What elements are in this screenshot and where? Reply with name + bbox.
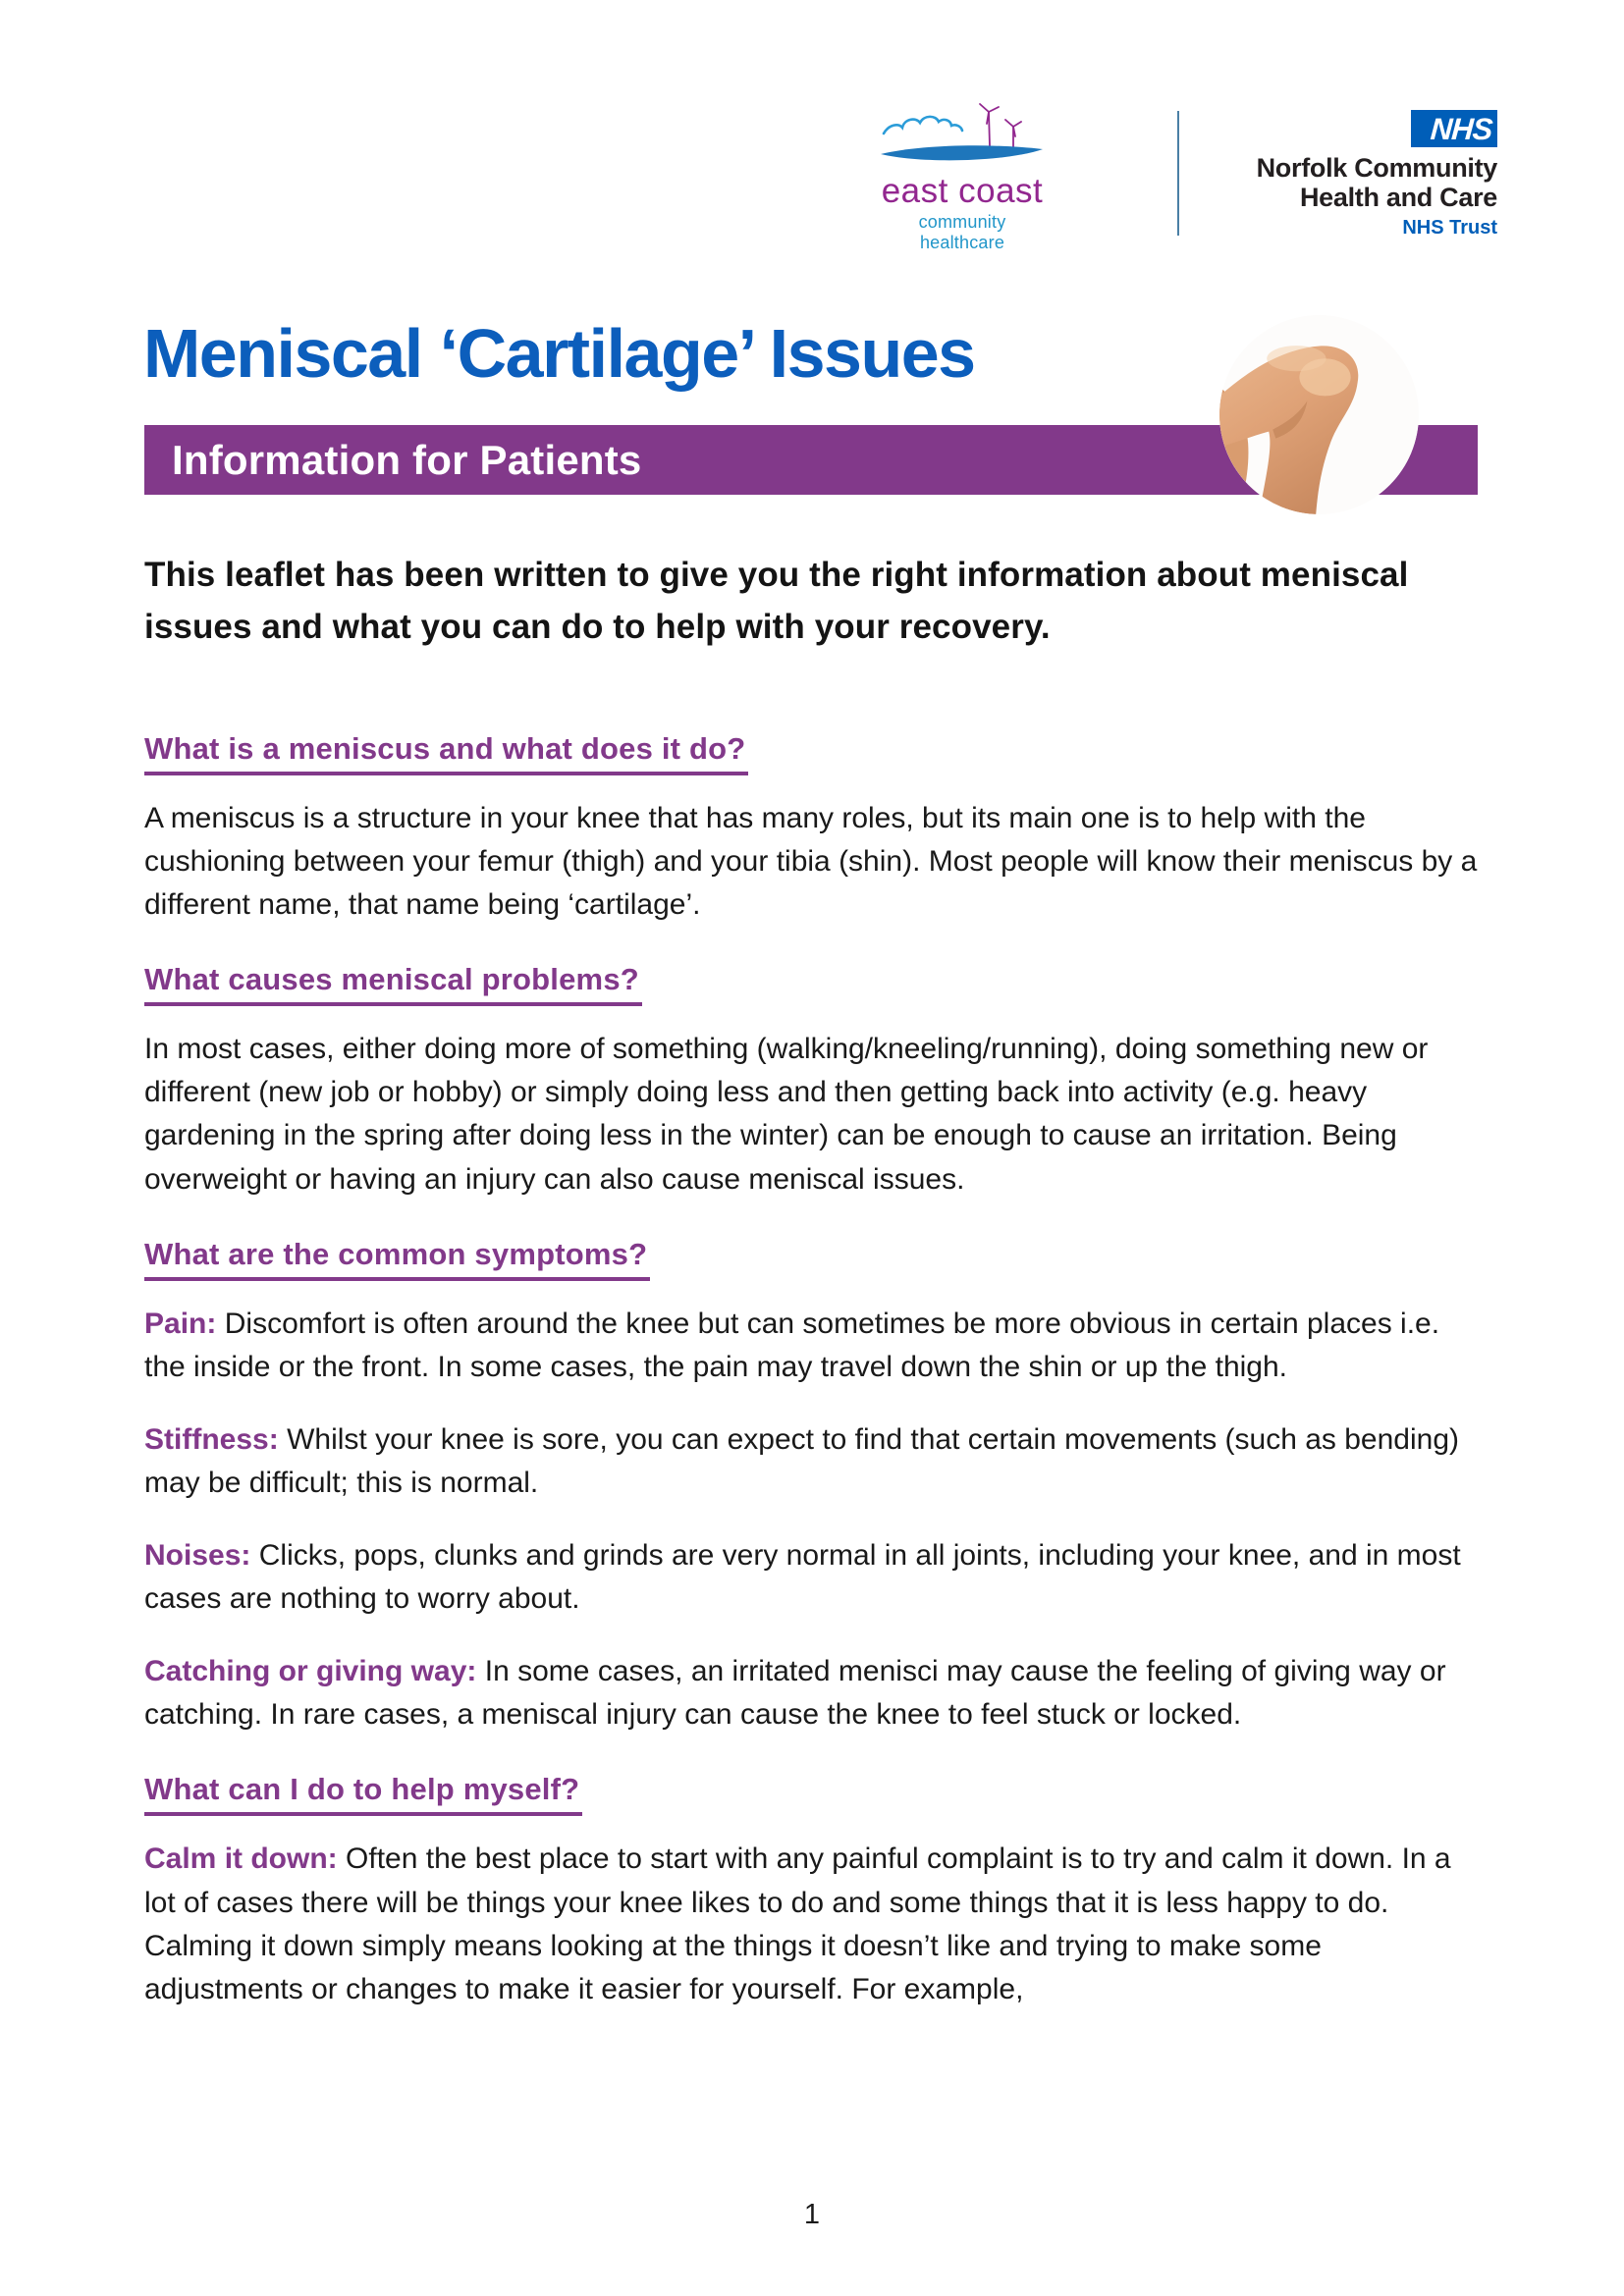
paragraph-text: Clicks, pops, clunks and grinds are very normal in all joints, including your knee, and in most cases are nothing to worry about. — [144, 1539, 1461, 1616]
east-coast-logo-name: east coast — [881, 172, 1044, 210]
paragraph-text: A meniscus is a structure in your knee that has many roles, but its main one is to help with the cushioning between your femur (thigh) and your tibia (shin). Most people will know their meniscus by a different name, that name being ‘cartilage’. — [144, 802, 1478, 922]
section-heading: What can I do to help myself? — [144, 1772, 582, 1816]
paragraph-text: Whilst your knee is sore, you can expect to find that certain movements (such as bending) may be difficult; this is normal. — [144, 1422, 1459, 1499]
intro-text: This leaflet has been written to give you the right information about meniscal issues and what you can do to help with your recovery. — [144, 556, 1409, 646]
paragraph-label: Stiffness: — [144, 1422, 279, 1456]
nhs-org-line2: Health and Care — [1299, 182, 1497, 212]
cloud-wind-turbines-wave-icon — [878, 102, 1047, 175]
paragraph-text: In some cases, an irritated menisci may cause the feeling of giving way or catching. In rare cases, a meniscal injury can cause the knee to feel stuck or locked. — [144, 1655, 1446, 1732]
nhs-icon — [1411, 110, 1497, 147]
section-heading: What is a meniscus and what does it do? — [144, 731, 748, 775]
paragraph-label: Calm it down: — [144, 1842, 338, 1876]
section-what-causes-problems — [144, 962, 1480, 1201]
nhs-icon-text: NHS — [1429, 111, 1493, 146]
paragraph — [144, 1028, 1480, 1201]
info-banner-label: Information for Patients — [172, 437, 642, 483]
paragraph — [144, 1418, 1480, 1505]
bent-knee-image — [1219, 315, 1419, 514]
paragraph-label: Pain: — [144, 1307, 217, 1340]
section-what-is-a-meniscus — [144, 731, 1480, 927]
document-body — [144, 550, 1480, 2011]
paragraph — [144, 1650, 1480, 1736]
paragraph — [144, 1534, 1480, 1621]
nhs-organisation-name — [1257, 154, 1497, 212]
paragraph-text: Discomfort is often around the knee but can sometimes be more obvious in certain places i.e. the inside or the front. In some cases, the pain may travel down the shin or up the thigh. — [144, 1307, 1440, 1383]
nhs-logo-block — [1242, 110, 1497, 240]
section-common-symptoms — [144, 1237, 1480, 1737]
east-coast-logo-tagline: community healthcare — [918, 211, 1006, 252]
header-divider — [1177, 111, 1179, 236]
section-heading: What causes meniscal problems? — [144, 962, 642, 1006]
section-help-myself — [144, 1772, 1480, 2010]
paragraph — [144, 797, 1480, 927]
section-heading: What are the common symptoms? — [144, 1237, 650, 1281]
page-title: Meniscal ‘Cartilage’ Issues — [143, 315, 975, 392]
paragraph-text: Often the best place to start with any painful complaint is to try and calm it down. In a lot of cases there will be things your knee likes to do and some things that it is less happy to do. Calming it down simply means looking at the things it doesn’t like and trying to make some adjustments or changes to make it easier for yourself. For example, — [144, 1842, 1451, 2005]
paragraph-label: Noises: — [144, 1539, 251, 1573]
east-coast-logo — [874, 102, 1051, 253]
paragraph-text: In most cases, either doing more of something (walking/kneeling/running), doing something new or different (new job or hobby) or simply doing less and then getting back into activity (e.g. heavy gardening in the spring after doing less in the winter) can be enough to cause an irritation. Being overweight or having an injury can also cause meniscal issues. — [144, 1033, 1429, 1196]
nhs-trust-label: NHS Trust — [1402, 217, 1497, 240]
knee-photo — [1219, 315, 1419, 514]
page-number: 1 — [803, 2199, 821, 2230]
nhs-org-line1: Norfolk Community — [1256, 153, 1497, 183]
paragraph-label: Catching or giving way: — [144, 1655, 477, 1688]
paragraph — [144, 1303, 1480, 1389]
paragraph — [144, 1838, 1480, 2010]
